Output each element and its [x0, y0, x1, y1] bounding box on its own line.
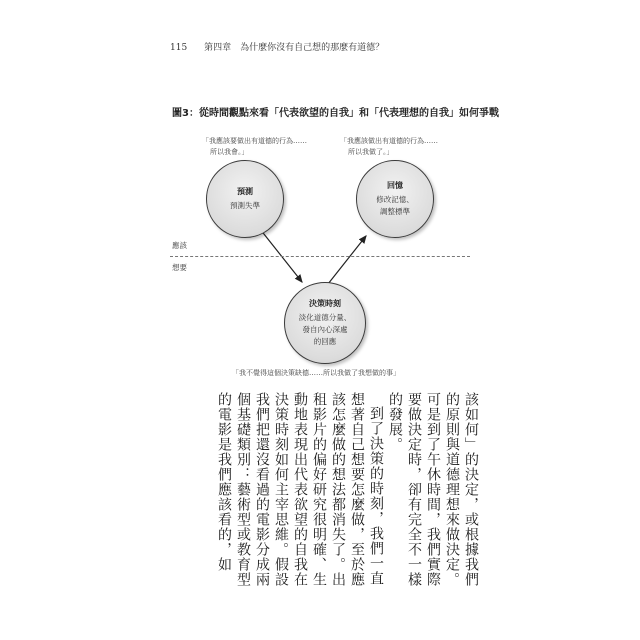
left-quote-line2: 所以我會。」	[210, 148, 249, 156]
recall-circle	[356, 160, 434, 238]
bottom-quote: 「我不覺得這個決策缺德……所以我做了我想做的事」	[232, 369, 400, 377]
predict-subtitle: 預測失準	[230, 201, 260, 210]
divider-dashed-line	[170, 256, 470, 257]
left-quote-line1: 「我應該要做出有道德的行為……	[202, 137, 307, 145]
body-paragraph-2: 到了決策的時刻，我們一直想著自己想要怎麼做，至於應該怎麼做的想法都消失了。出租影片的偏好研究很明確、生動地表現出代表欲望的自我在決策時刻如何主宰思維。假設我們把還沒看過的電影分成兩個基礎類別：藝術型或教育型的電影是我們應該看的，如	[216, 392, 384, 587]
recall-subtitle-2: 調整標準	[380, 207, 410, 216]
decision-subtitle-3: 的回應	[313, 337, 337, 346]
decision-title: 決策時刻	[309, 299, 341, 308]
predict-title: 預測	[237, 187, 253, 196]
label-should: 應該	[172, 241, 187, 250]
arrow-decision-to-recall	[328, 236, 366, 284]
right-quote-line1: 「我應該做出有道德的行為……	[340, 137, 438, 145]
decision-circle	[284, 282, 366, 364]
recall-subtitle-1: 修改記憶、	[376, 195, 414, 204]
page-number: 115	[170, 43, 188, 53]
predict-circle	[206, 160, 284, 238]
body-paragraph-1: 該如何」的決定，或根據我們的原則與道德理想來做決定。可是到了午休時間，我們實際要做決定時，卻有完全不一樣的發展。	[387, 392, 479, 587]
chapter-title: 第四章 為什麼你沒有自己想的那麼有道德？	[204, 43, 385, 53]
body-text	[160, 392, 480, 600]
right-quote-line2: 所以我做了。」	[348, 148, 394, 156]
figure-title: 圖3：從時間觀點來看「代表欲望的自我」和「代表理想的自我」如何爭戰	[172, 108, 499, 119]
decision-subtitle-2: 發自內心深處	[302, 325, 348, 334]
recall-title: 回憶	[387, 181, 403, 190]
label-want: 想要	[172, 263, 187, 272]
decision-subtitle-1: 淡化道德分量、	[298, 313, 352, 322]
